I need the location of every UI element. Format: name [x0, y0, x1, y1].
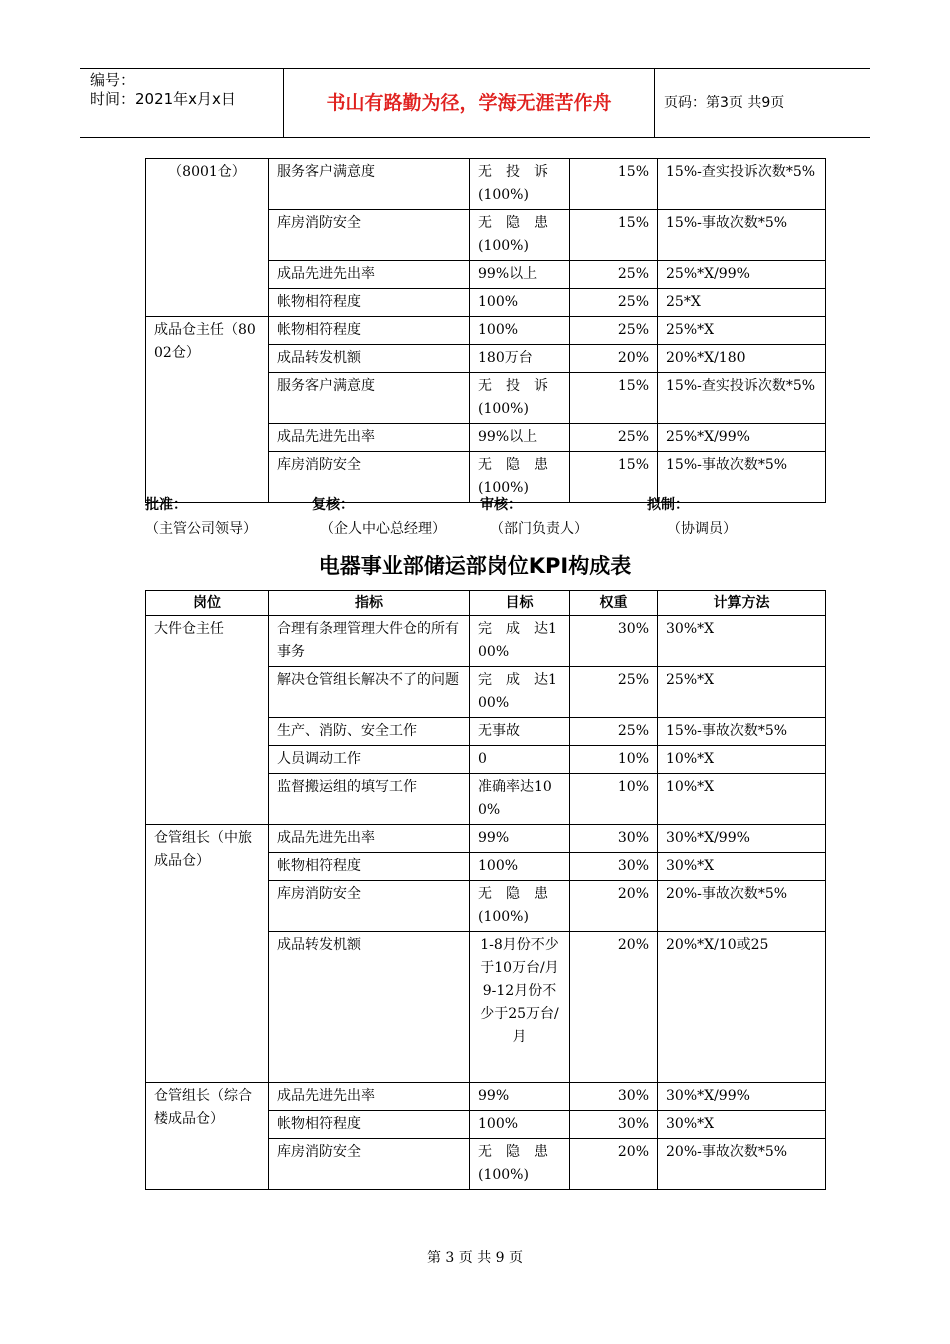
weight-cell: 25% [570, 718, 658, 746]
weight-cell: 30% [570, 1083, 658, 1111]
column-header: 计算方法 [658, 591, 826, 616]
indicator-cell: 成品先进先出率 [269, 1083, 470, 1111]
target-cell: 无 隐 患(100%) [470, 210, 570, 261]
review-role: （企人中心总经理） [320, 521, 446, 537]
target-cell: 无事故 [470, 718, 570, 746]
target-cell: 无 投 诉(100%) [470, 159, 570, 210]
weight-cell: 30% [570, 1111, 658, 1139]
approve-label: 批准： [145, 497, 187, 513]
kpi-table [145, 590, 826, 1190]
formula-cell: 10%*X [658, 774, 826, 825]
target-cell: 100% [470, 317, 570, 345]
header-motto: 书山有路勤为径，学海无涯苦作舟 [284, 69, 655, 137]
formula-cell: 25%*X [658, 317, 826, 345]
weight-cell: 30% [570, 616, 658, 667]
target-cell: 180万台 [470, 345, 570, 373]
formula-cell: 30%*X/99% [658, 1083, 826, 1111]
target-cell: 无 隐 患(100%) [470, 1139, 570, 1190]
draft-role: （协调员） [667, 521, 737, 537]
formula-cell: 15%-事故次数*5% [658, 210, 826, 261]
weight-cell: 25% [570, 424, 658, 452]
formula-cell: 15%-事故次数*5% [658, 452, 826, 503]
weight-cell: 25% [570, 317, 658, 345]
indicator-cell: 帐物相符程度 [269, 289, 470, 317]
formula-cell: 25%*X [658, 667, 826, 718]
indicator-cell: 成品转发机额 [269, 345, 470, 373]
formula-cell: 15%-事故次数*5% [658, 718, 826, 746]
column-header: 权重 [570, 591, 658, 616]
indicator-cell: 合理有条理管理大件仓的所有事务 [269, 616, 470, 667]
target-cell: 100% [470, 289, 570, 317]
indicator-cell: 库房消防安全 [269, 210, 470, 261]
indicator-cell: 服务客户满意度 [269, 373, 470, 424]
target-cell: 100% [470, 1111, 570, 1139]
target-cell: 1-8月份不少于10万台/月 9-12月份不少于25万台/月 [470, 932, 570, 1083]
formula-cell: 30%*X [658, 616, 826, 667]
weight-cell: 25% [570, 667, 658, 718]
weight-cell: 10% [570, 746, 658, 774]
weight-cell: 30% [570, 825, 658, 853]
column-header: 目标 [470, 591, 570, 616]
formula-cell: 20%*X/10或25 [658, 932, 826, 1083]
target-cell: 无 隐 患(100%) [470, 452, 570, 503]
weight-cell: 10% [570, 774, 658, 825]
time-label: 时间：2021年x月x日 [90, 90, 236, 108]
column-header: 岗位 [146, 591, 269, 616]
indicator-cell: 监督搬运组的填写工作 [269, 774, 470, 825]
formula-cell: 30%*X/99% [658, 825, 826, 853]
post-cell: （8001仓） [146, 159, 269, 317]
table-row [146, 825, 826, 853]
formula-cell: 25%*X/99% [658, 424, 826, 452]
page-header [80, 68, 870, 138]
number-label: 编号： [90, 71, 136, 89]
weight-cell: 15% [570, 452, 658, 503]
kpi-table-continued [145, 158, 826, 503]
indicator-cell: 帐物相符程度 [269, 1111, 470, 1139]
formula-cell: 15%-查实投诉次数*5% [658, 159, 826, 210]
audit-label: 审核： [480, 497, 522, 513]
approve-role: （主管公司领导） [145, 521, 257, 537]
weight-cell: 15% [570, 159, 658, 210]
indicator-cell: 成品转发机额 [269, 932, 470, 1083]
formula-cell: 10%*X [658, 746, 826, 774]
formula-cell: 30%*X [658, 1111, 826, 1139]
indicator-cell: 成品先进先出率 [269, 424, 470, 452]
header-meta [80, 69, 284, 137]
target-cell: 无 隐 患(100%) [470, 881, 570, 932]
page-footer: 第 3 页 共 9 页 [426, 1250, 524, 1266]
target-cell: 完 成 达100% [470, 616, 570, 667]
table-title: 电器事业部储运部岗位KPI构成表 [318, 554, 632, 578]
weight-cell: 25% [570, 261, 658, 289]
indicator-cell: 解决仓管组长解决不了的问题 [269, 667, 470, 718]
target-cell: 100% [470, 853, 570, 881]
signature-block [145, 494, 825, 542]
indicator-cell: 库房消防安全 [269, 1139, 470, 1190]
draft-label: 拟制： [647, 497, 689, 513]
target-cell: 99% [470, 825, 570, 853]
target-cell: 99%以上 [470, 424, 570, 452]
indicator-cell: 生产、消防、安全工作 [269, 718, 470, 746]
table-header-row [146, 591, 826, 616]
formula-cell: 30%*X [658, 853, 826, 881]
weight-cell: 20% [570, 345, 658, 373]
indicator-cell: 帐物相符程度 [269, 853, 470, 881]
formula-cell: 20%-事故次数*5% [658, 1139, 826, 1190]
table-row [146, 317, 826, 345]
table-row [146, 616, 826, 667]
weight-cell: 25% [570, 289, 658, 317]
post-cell: 大件仓主任 [146, 616, 269, 825]
weight-cell: 30% [570, 853, 658, 881]
indicator-cell: 成品先进先出率 [269, 261, 470, 289]
post-cell: 仓管组长（中旅成品仓） [146, 825, 269, 1083]
target-cell: 99%以上 [470, 261, 570, 289]
formula-cell: 25*X [658, 289, 826, 317]
formula-cell: 25%*X/99% [658, 261, 826, 289]
target-cell: 0 [470, 746, 570, 774]
formula-cell: 20%-事故次数*5% [658, 881, 826, 932]
weight-cell: 20% [570, 932, 658, 1083]
indicator-cell: 成品先进先出率 [269, 825, 470, 853]
target-cell: 99% [470, 1083, 570, 1111]
audit-role: （部门负责人） [490, 521, 588, 537]
indicator-cell: 帐物相符程度 [269, 317, 470, 345]
formula-cell: 15%-查实投诉次数*5% [658, 373, 826, 424]
formula-cell: 20%*X/180 [658, 345, 826, 373]
target-cell: 无 投 诉(100%) [470, 373, 570, 424]
target-cell: 准确率达100% [470, 774, 570, 825]
post-cell: 成品仓主任（8002仓） [146, 317, 269, 503]
post-cell: 仓管组长（综合楼成品仓） [146, 1083, 269, 1190]
target-cell: 完 成 达100% [470, 667, 570, 718]
weight-cell: 20% [570, 881, 658, 932]
weight-cell: 15% [570, 210, 658, 261]
table-row [146, 1083, 826, 1111]
weight-cell: 20% [570, 1139, 658, 1190]
indicator-cell: 服务客户满意度 [269, 159, 470, 210]
weight-cell: 15% [570, 373, 658, 424]
column-header: 指标 [269, 591, 470, 616]
indicator-cell: 库房消防安全 [269, 452, 470, 503]
table-row [146, 159, 826, 210]
header-page-label: 页码：第3页 共9页 [664, 95, 785, 111]
indicator-cell: 库房消防安全 [269, 881, 470, 932]
indicator-cell: 人员调动工作 [269, 746, 470, 774]
review-label: 复核： [312, 497, 354, 513]
